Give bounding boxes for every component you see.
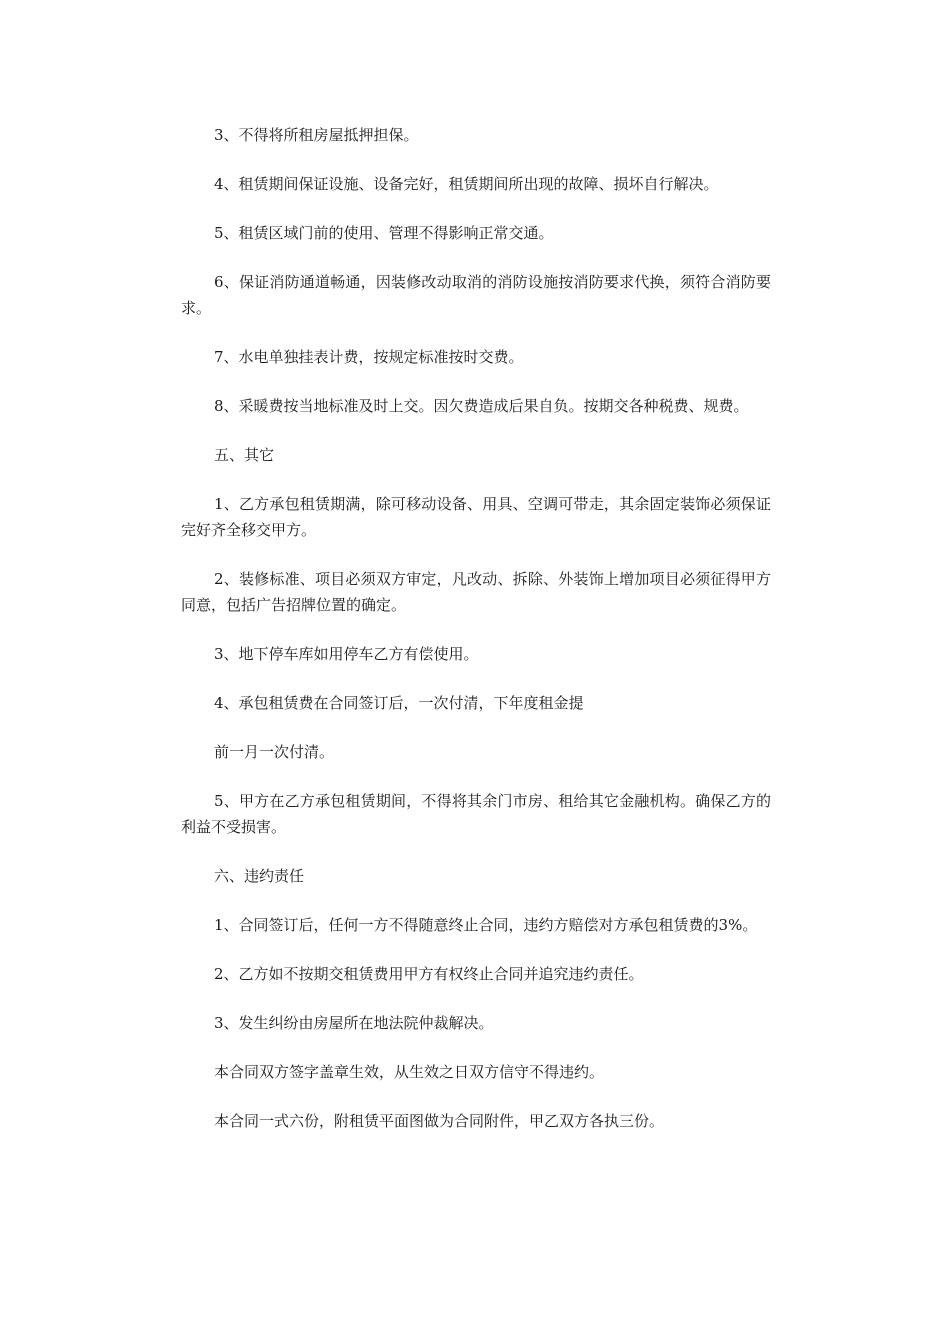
section-heading-other: 五、其它	[214, 446, 275, 464]
paragraph-clause-8: 8、采暖费按当地标准及时上交。因欠费造成后果自负。按期交各种税费、规费。	[214, 397, 749, 415]
paragraph-other-4-continued: 前一月一次付清。	[214, 743, 335, 761]
paragraph-clause-4: 4、租赁期间保证设施、设备完好，租赁期间所出现的故障、损坏自行解决。	[214, 175, 719, 193]
paragraph-effective: 本合同双方签字盖章生效，从生效之日双方信守不得违约。	[214, 1063, 605, 1081]
paragraph-other-5: 5、甲方在乙方承包租赁期间，不得将其余门市房、租给其它金融机构。确保乙方的利益不受损害。	[181, 792, 771, 836]
paragraph-clause-7: 7、水电单独挂表计费，按规定标准按时交费。	[214, 348, 524, 366]
document-body	[181, 122, 771, 1157]
paragraph-clause-6: 6、保证消防通道畅通，因装修改动取消的消防设施按消防要求代换，须符合消防要求。	[181, 273, 771, 317]
paragraph-other-4: 4、承包租赁费在合同签订后，一次付清，下年度租金提	[214, 694, 584, 712]
paragraph-other-2: 2、装修标准、项目必须双方审定，凡改动、拆除、外装饰上增加项目必须征得甲方同意，包括广告招牌位置的确定。	[181, 570, 771, 614]
section-heading-breach: 六、违约责任	[214, 867, 305, 885]
paragraph-breach-3: 3、发生纠纷由房屋所在地法院仲裁解决。	[214, 1014, 494, 1032]
paragraph-clause-5: 5、租赁区域门前的使用、管理不得影响正常交通。	[214, 224, 554, 242]
paragraph-breach-1: 1、合同签订后，任何一方不得随意终止合同，违约方赔偿对方承包租赁费的3%。	[214, 916, 758, 934]
paragraph-breach-2: 2、乙方如不按期交租赁费用甲方有权终止合同并追究违约责任。	[214, 965, 644, 983]
paragraph-other-1: 1、乙方承包租赁期满，除可移动设备、用具、空调可带走，其余固定装饰必须保证完好齐全移交甲方。	[181, 495, 771, 539]
paragraph-copies: 本合同一式六份，附租赁平面图做为合同附件，甲乙双方各执三份。	[214, 1112, 665, 1130]
paragraph-other-3: 3、地下停车库如用停车乙方有偿使用。	[214, 645, 479, 663]
paragraph-clause-3: 3、不得将所租房屋抵押担保。	[214, 126, 419, 144]
